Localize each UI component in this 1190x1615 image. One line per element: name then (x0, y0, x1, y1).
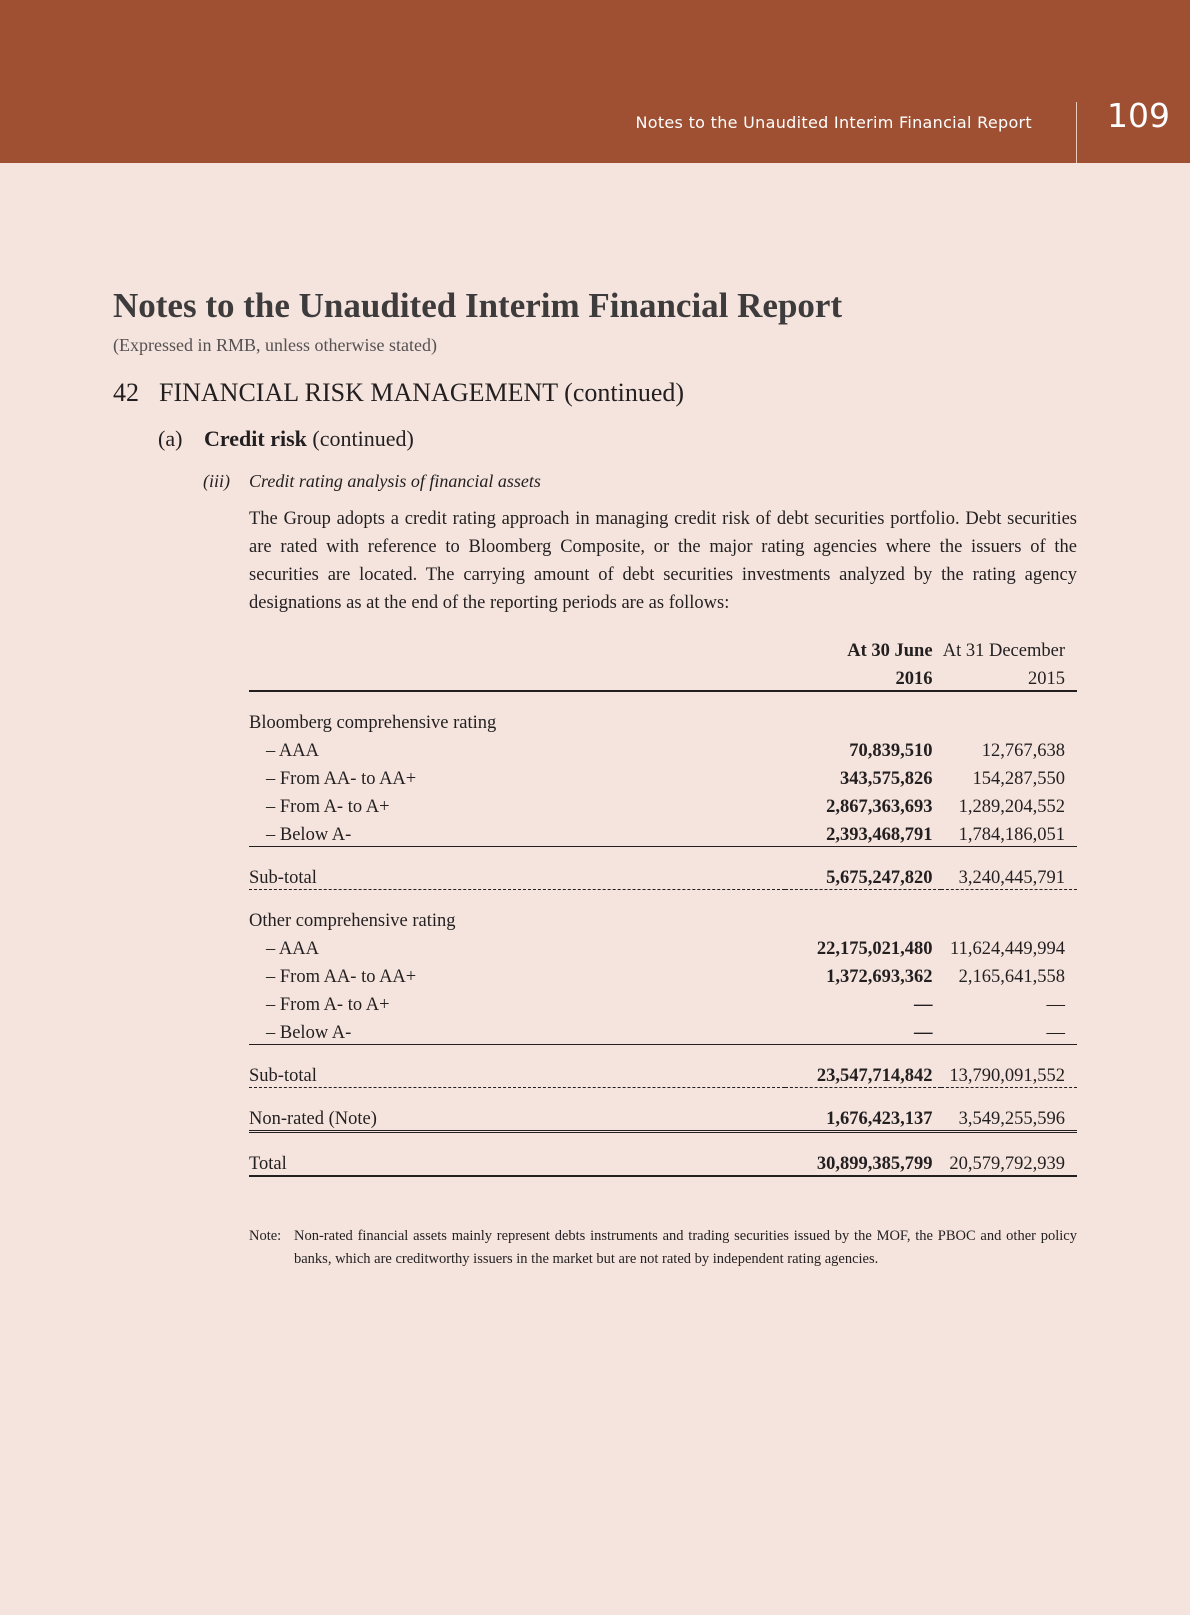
table-row (249, 734, 1077, 762)
subsection-title-bold: Credit risk (204, 426, 307, 451)
value-2016: 343,575,826 (840, 769, 933, 789)
subsubsection-label: (iii) (203, 471, 230, 491)
value-2015: 12,767,638 (981, 741, 1065, 761)
value-2015: 3,240,445,791 (941, 861, 1077, 890)
other-subtotal-row (249, 1059, 1077, 1088)
section-number: 42 (113, 378, 139, 407)
col-2015-year: 2015 (941, 662, 1077, 691)
value-2015: 1,784,186,051 (941, 818, 1077, 847)
row-label: – AAA (266, 741, 319, 761)
table-row (249, 790, 1077, 818)
table-row (249, 1016, 1077, 1045)
value-2016: 30,899,385,799 (785, 1147, 941, 1176)
row-label: – From AA- to AA+ (266, 769, 417, 789)
value-2015: 1,289,204,552 (958, 797, 1065, 817)
value-2015: 2,165,641,558 (958, 967, 1065, 987)
header-title: Notes to the Unaudited Interim Financial Report (635, 113, 1032, 132)
subsubsection-heading (203, 471, 541, 492)
value-2016: — (914, 995, 933, 1015)
value-2016: 2,867,363,693 (826, 797, 933, 817)
table-header-row-1 (249, 634, 1077, 662)
subsection-heading (158, 426, 414, 452)
table-row (249, 932, 1077, 960)
section-heading (113, 378, 684, 408)
credit-rating-table (249, 634, 1077, 1177)
footnote-text: Non-rated financial assets mainly represent debts instruments and trading securities issued by the MOF, the PBOC and other policy banks, which are creditworthy issuers in the market but are not rated by independent rating agencies. (294, 1228, 1077, 1267)
row-label: – From A- to A+ (266, 995, 390, 1015)
header-band (0, 0, 1190, 163)
row-label: Bloomberg comprehensive rating (249, 713, 497, 733)
row-label: Sub-total (249, 861, 785, 890)
row-label: – Below A- (249, 1016, 785, 1045)
row-label: – AAA (266, 939, 319, 959)
value-2015: 11,624,449,994 (950, 939, 1065, 959)
col-2016-heading: At 30 June (847, 641, 933, 661)
value-2016: 22,175,021,480 (816, 939, 933, 959)
col-2016-year: 2016 (785, 662, 941, 691)
value-2016: 1,372,693,362 (826, 967, 933, 987)
col-2015-heading: At 31 December (942, 641, 1065, 661)
table-row (249, 762, 1077, 790)
row-label: Sub-total (249, 1059, 785, 1088)
value-2016: 70,839,510 (849, 741, 933, 761)
value-2015: 3,549,255,596 (941, 1102, 1077, 1132)
value-2015: 154,287,550 (972, 769, 1065, 789)
table-header-row-2 (249, 662, 1077, 691)
row-label: Other comprehensive rating (249, 911, 456, 931)
nonrated-row (249, 1102, 1077, 1132)
row-label: – From AA- to AA+ (266, 967, 417, 987)
total-row (249, 1147, 1077, 1176)
page-title: Notes to the Unaudited Interim Financial Report (113, 286, 843, 325)
value-2016: 1,676,423,137 (785, 1102, 941, 1132)
header-divider (1076, 102, 1077, 163)
row-label: Total (249, 1147, 785, 1176)
row-label: Non-rated (Note) (249, 1102, 785, 1132)
subsection-title-rest: (continued) (306, 426, 414, 451)
bloomberg-subtotal-row (249, 861, 1077, 890)
value-2016: 2,393,468,791 (785, 818, 941, 847)
table-row (249, 818, 1077, 847)
table-row (249, 988, 1077, 1016)
intro-paragraph: The Group adopts a credit rating approach in managing credit risk of debt securities portfolio. Debt securities are rated with reference to Bloomberg Composite, or the major rating agencies where the issuers of the securities are located. The carrying amount of debt securities investments analyzed by the rating agency designations as at the end of the reporting periods are as follows: (249, 509, 1077, 613)
value-2015: 20,579,792,939 (941, 1147, 1077, 1176)
table-row (249, 960, 1077, 988)
section-title: FINANCIAL RISK MANAGEMENT (continued) (159, 378, 685, 407)
value-2016: 23,547,714,842 (785, 1059, 941, 1088)
subsection-label: (a) (158, 426, 183, 451)
footnote (249, 1225, 1077, 1271)
bloomberg-heading-row (249, 706, 1077, 734)
other-heading-row (249, 904, 1077, 932)
value-2016: — (785, 1016, 941, 1045)
value-2015: — (941, 1016, 1077, 1045)
subsubsection-title: Credit rating analysis of financial assets (249, 471, 541, 491)
value-2015: — (1046, 995, 1065, 1015)
value-2015: 13,790,091,552 (941, 1059, 1077, 1088)
row-label: – Below A- (249, 818, 785, 847)
row-label: – From A- to A+ (266, 797, 390, 817)
page-number: 109 (1107, 96, 1170, 135)
value-2016: 5,675,247,820 (785, 861, 941, 890)
footnote-label: Note: (249, 1228, 282, 1244)
page-subtitle: (Expressed in RMB, unless otherwise stated) (113, 335, 437, 355)
